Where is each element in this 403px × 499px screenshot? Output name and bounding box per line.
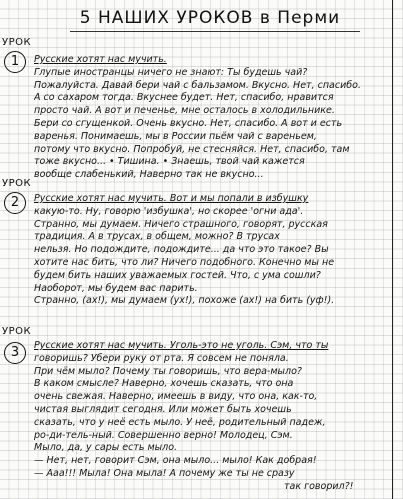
lesson-1-line: Бери со сгущенкой. Очень вкусно. Нет, спасибо. А вот и есть	[34, 117, 343, 129]
lesson-2-line: нельзя. Но подождите, подождите... да что это такое? Вы	[34, 244, 329, 256]
lesson-1-line: потому что вкусно. Попробуй, не стесняйся. Нет, спасибо, там	[34, 143, 350, 155]
lesson-2-line: хотите нас бить, что ли? Ничего подобного. Конечно мы не	[34, 256, 335, 268]
lesson-3-line: сказать, что у неё есть мыло. У неё, родительный падеж,	[34, 416, 326, 428]
title-underline	[70, 31, 360, 32]
lesson-3-line: ро-ди-тель-ный. Совершенно верно! Молодец, Сэм.	[34, 429, 293, 441]
lesson-2-line: будем бить наших уважаемых гостей. Что, с ума сошли?	[34, 269, 321, 281]
lesson-1-number: 1	[4, 51, 26, 73]
lesson-2-line: традиция. А в трусах, в общем, можно? В трусах	[34, 231, 280, 243]
lesson-1-line: Глупые иностранцы ничего не знают: Ты будешь чай?	[34, 66, 308, 78]
lesson-2-number: 2	[4, 192, 26, 214]
lesson-3-number: 3	[4, 342, 26, 364]
lesson-3-line: — Ааа!!! Мыла! Она мыла! А почему же ты не сразу	[34, 467, 295, 479]
lesson-3-line: говоришь? Убери руку от рта. Я совсем не поняла.	[34, 352, 289, 364]
page-title: 5 НАШИХ УРОКОВ в Перми	[79, 8, 341, 28]
margin-line	[392, 0, 393, 499]
lesson-1-line: Русские хотят нас мучить.	[34, 54, 167, 65]
lesson-1-line: варенья. Понимаешь, мы в России пьём чай с вареньем,	[34, 130, 317, 142]
lesson-1-line: просто чай. А вот и печенье, мне осталось в холодильнике.	[34, 105, 335, 117]
lesson-2-line: Русские хотят нас мучить. Вот и мы попали в избушку	[34, 193, 309, 204]
lesson-1-line: вообще слабенький, Наверно так не вкусно...	[34, 169, 264, 181]
lesson-1-line: Пожалуйста. Давай бери чай с бальзамом. Вкусно. Нет, спасибо.	[34, 79, 361, 91]
lesson-1-text	[34, 54, 386, 182]
lesson-2-line: какую-то. Ну, говорю 'избушка', но скорее 'огни ада'.	[34, 205, 304, 217]
lesson-3-line: так говорил?!	[284, 480, 354, 492]
lesson-3-label: УРОК	[2, 326, 32, 337]
lesson-1-line: тоже вкусно... • Тишина. • Знаешь, твой чай кажется	[34, 156, 305, 168]
lesson-2-line: Странно, мы думаем. Ничего страшного, говорят, русская	[34, 218, 328, 230]
lesson-3-line: При чём мыло? Почему ты говоришь, что вера-мыло?	[34, 365, 302, 377]
lesson-1-line: А со сахаром тогда. Вкуснее будет. Нет, спасибо, нравится	[34, 92, 334, 104]
lesson-1-label: УРОК	[2, 37, 32, 48]
lesson-2-label: УРОК	[2, 178, 32, 189]
lesson-2-text	[34, 193, 386, 308]
lesson-3-line: В каком смысле? Наверно, хочешь сказать, что она	[34, 378, 294, 390]
lesson-2-line: Странно, (ах!), мы думаем (ух!), похоже (ах!) на бить (уф!).	[34, 295, 335, 307]
lesson-3-line: очень свежая. Наверно, имеешь в виду, что она, как-то,	[34, 391, 318, 403]
lesson-3-text	[34, 340, 386, 494]
lesson-2-line: Наоборот, мы будем вас парить.	[34, 282, 198, 294]
lesson-3-line: — Нет, нет, говорит Сэм, она мыло... мыло! Как добрая!	[34, 455, 317, 467]
lesson-3-line: Мыло, да, у сары есть мыло.	[34, 442, 178, 454]
lesson-3-line: чистая выглядит сегодня. Или может быть хочешь	[34, 403, 292, 415]
lesson-3-line: Русские хотят нас мучить. Уголь-это не уголь. Сэм, что ты	[34, 340, 329, 351]
